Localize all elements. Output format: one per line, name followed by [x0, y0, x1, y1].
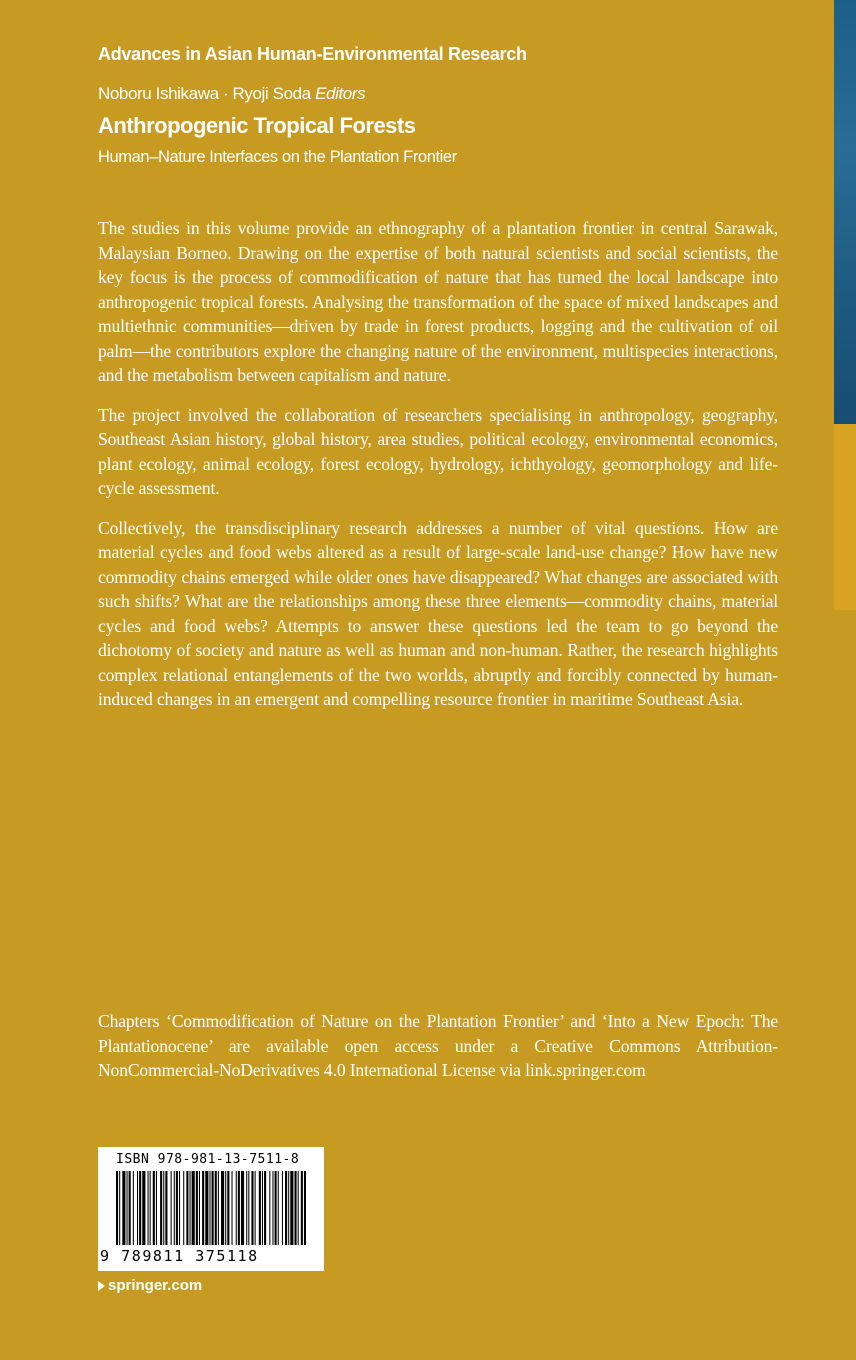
editors-role: Editors	[315, 84, 366, 103]
barcode-bar	[116, 1171, 118, 1245]
barcode-bar	[215, 1171, 217, 1245]
spine-color-strip	[834, 0, 856, 424]
barcode-bar	[148, 1171, 149, 1245]
isbn-label: ISBN 978-981-13-7511-8	[116, 1152, 300, 1167]
barcode-bar	[272, 1171, 273, 1245]
barcode-bar	[225, 1171, 226, 1245]
barcode-bar	[218, 1171, 219, 1245]
barcode-bar	[282, 1171, 283, 1245]
barcode-bar	[262, 1171, 263, 1245]
arrow-right-icon	[98, 1281, 105, 1291]
barcode-bar	[196, 1171, 198, 1245]
barcode-bar	[174, 1171, 175, 1245]
barcode-bar	[221, 1171, 224, 1245]
barcode-bar	[209, 1171, 210, 1245]
barcode-bar	[122, 1171, 125, 1245]
barcode-bar	[171, 1171, 172, 1245]
barcode-bar	[150, 1171, 151, 1245]
barcode-bars	[116, 1171, 306, 1249]
barcode-bar	[246, 1171, 247, 1245]
barcode-bar	[301, 1171, 303, 1245]
barcode-bar	[298, 1171, 299, 1245]
publisher-link[interactable]	[98, 1277, 202, 1294]
barcode-bar	[163, 1171, 164, 1245]
barcode-bar	[212, 1171, 214, 1245]
barcode-bar	[160, 1171, 162, 1245]
barcode-bar	[199, 1171, 200, 1245]
barcode-bar	[248, 1171, 249, 1245]
blurb-paragraph: The project involved the collaboration of researchers specialising in anthropology, geography, Southeast Asian history, global history, area studies, political ecology, environmental economics, plant ecology, animal ecology, forest ecology, hydrology, ichthyology, geomorphology and life-cycle assessment.	[98, 404, 778, 498]
barcode-bar	[275, 1171, 277, 1245]
barcode-bar	[137, 1171, 138, 1245]
barcode-bar	[295, 1171, 297, 1245]
barcode-bar	[278, 1171, 279, 1245]
barcode-bar	[183, 1171, 184, 1245]
barcode-bar	[269, 1171, 270, 1245]
barcode-bar	[156, 1171, 157, 1245]
isbn-barcode	[98, 1147, 324, 1271]
barcode-bar	[241, 1171, 244, 1245]
barcode-bar	[119, 1171, 120, 1245]
barcode-bar	[139, 1171, 141, 1245]
barcode-digits: 9 789811 375118	[100, 1247, 259, 1265]
barcode-bar	[127, 1171, 128, 1245]
barcode-bar	[133, 1171, 134, 1245]
publisher-url: springer.com	[108, 1277, 203, 1294]
barcode-bar	[251, 1171, 253, 1245]
open-access-notice: Chapters ‘Commodification of Nature on the Plantation Frontier’ and ‘Into a New Epoch: The Plantationocene’ are available open access under a Creative Commons Attribution-NonCommercial-NoDerivatives 4.0 International License via link.springer.com	[98, 1011, 778, 1080]
barcode-bar	[236, 1171, 237, 1245]
book-title: Anthropogenic Tropical Forests	[98, 113, 416, 138]
barcode-bar	[186, 1171, 188, 1245]
barcode-bar	[190, 1171, 191, 1245]
barcode-bar	[255, 1171, 256, 1245]
barcode-bar	[176, 1171, 178, 1245]
barcode-bar	[288, 1171, 289, 1245]
barcode-bar	[205, 1171, 208, 1245]
barcode-bar	[264, 1171, 266, 1245]
book-subtitle: Human–Nature Interfaces on the Plantation Frontier	[98, 148, 457, 166]
barcode-bar	[259, 1171, 261, 1245]
barcode-bar	[165, 1171, 167, 1245]
barcode-bar	[304, 1171, 306, 1245]
editor-names: Noboru Ishikawa · Ryoji Soda	[98, 84, 311, 103]
barcode-bar	[202, 1171, 204, 1245]
barcode-bar	[290, 1171, 293, 1245]
blurb-paragraph: The studies in this volume provide an ethnography of a plantation frontier in central Sarawak, Malaysian Borneo. Drawing on the expertise of both natural scientists and social scientists, the key focus is the process of commodification of nature that has turned the local landscape into anthropogenic tropical forests. Analysing the transformation of the space of mixed landscapes and multiethnic communities—driven by trade in forest products, logging and the cultivation of oil palm—the contributors explore the changing nature of the environment, multispecies interactions, and the metabolism between capitalism and nature.	[98, 218, 778, 385]
barcode-bar	[129, 1171, 131, 1245]
series-title: Advances in Asian Human-Environmental Research	[98, 44, 527, 64]
barcode-bar	[142, 1171, 145, 1245]
barcode-bar	[179, 1171, 180, 1245]
barcode-bar	[232, 1171, 233, 1245]
editors-line	[98, 84, 365, 104]
spine-accent-strip	[834, 424, 856, 610]
barcode-bar	[238, 1171, 240, 1245]
barcode-bar	[227, 1171, 229, 1245]
barcode-bar	[192, 1171, 195, 1245]
blurb	[98, 216, 778, 727]
blurb-paragraph: Collectively, the transdisciplinary research addresses a number of vital questions. How are material cycles and food webs altered as a result of large-scale land-use change? How have new commodity chains emerged while older ones have disappeared? What changes are associated with such shifts? What are the relationships among these three elements—commodity chains, material cycles and food webs? Attempts to answer these questions led the team to go beyond the dichotomy of society and nature as well as human and non-human. Rather, the research highlights complex relational entanglements of the two worlds, abruptly and forcibly connected by human-induced changes in an emergent and compelling resource frontier in maritime Southeast Asia.	[98, 517, 778, 709]
barcode-bar	[153, 1171, 155, 1245]
barcode-bar	[285, 1171, 287, 1245]
